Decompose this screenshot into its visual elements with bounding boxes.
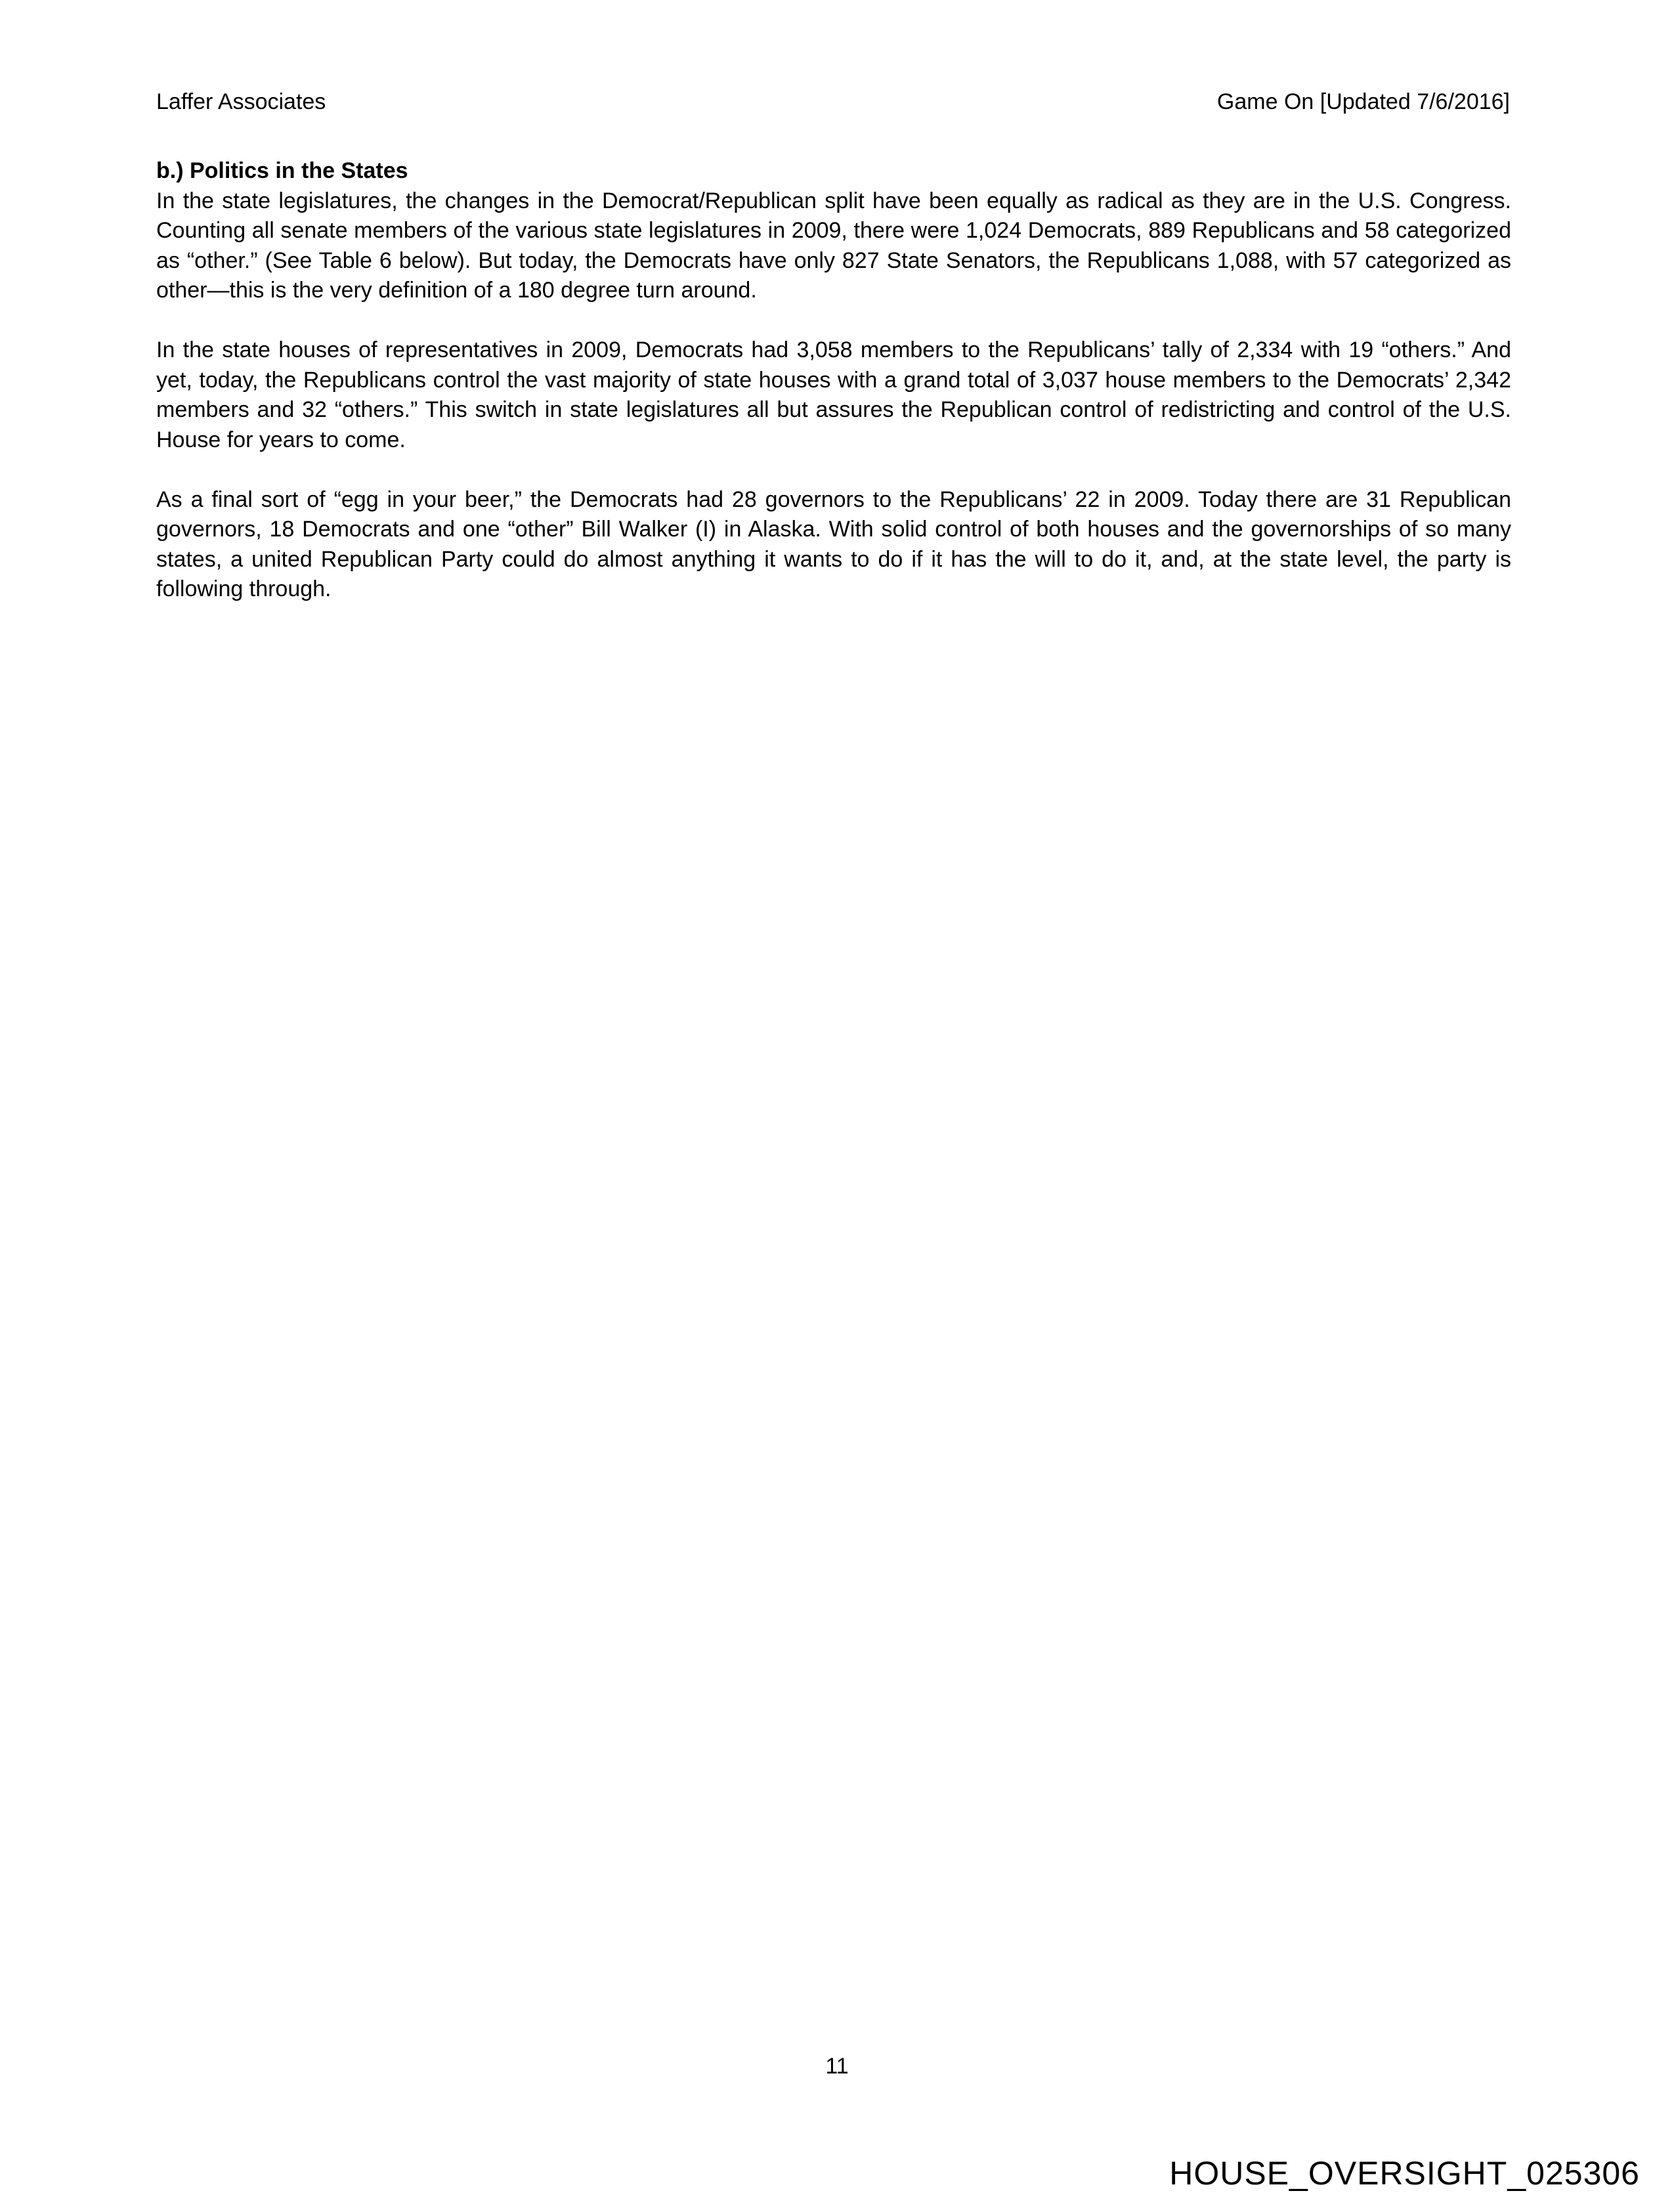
header-left: Laffer Associates (156, 89, 326, 114)
section-heading: b.) Politics in the States (156, 158, 408, 183)
paragraph-governors: As a final sort of “egg in your beer,” the Democrats had 28 governors to the Republicans’ 22 in 2009. Today there are 31 Republican governors, 18 Democrats and one “other” Bill Walker (I) in Alaska. With solid control of both houses and the governorships of so many states, a united Republican Party could do almost anything it wants to do if it has the will to do it, and, at the state level, the party is following through. (156, 487, 1511, 601)
paragraph-state-senates: In the state legislatures, the changes in the Democrat/Republican split have been equally as radical as they are in the U.S. Congress. Counting all senate members of the various state legislatures in 2009, there were 1,024 Democrats, 889 Republicans and 58 categorized as “other.” (See Table 6 below). But today, the Democrats have only 827 State Senators, the Republicans 1,088, with 57 categorized as other—this is the very definition of a 180 degree turn around. (156, 188, 1511, 303)
bates-stamp: HOUSE_OVERSIGHT_025306 (1169, 2155, 1640, 2192)
page-number: 11 (825, 2054, 849, 2079)
section-body (156, 156, 1511, 634)
header-right: Game On [Updated 7/6/2016] (1216, 89, 1510, 114)
paragraph-state-houses: In the state houses of representatives in 2009, Democrats had 3,058 members to the Republicans’ tally of 2,334 with 19 “others.” And yet, today, the Republicans control the vast majority of state houses with a grand total of 3,037 house members to the Democrats’ 2,342 members and 32 “others.” This switch in state legislatures all but assures the Republican control of redistricting and control of the U.S. House for years to come. (156, 337, 1511, 452)
